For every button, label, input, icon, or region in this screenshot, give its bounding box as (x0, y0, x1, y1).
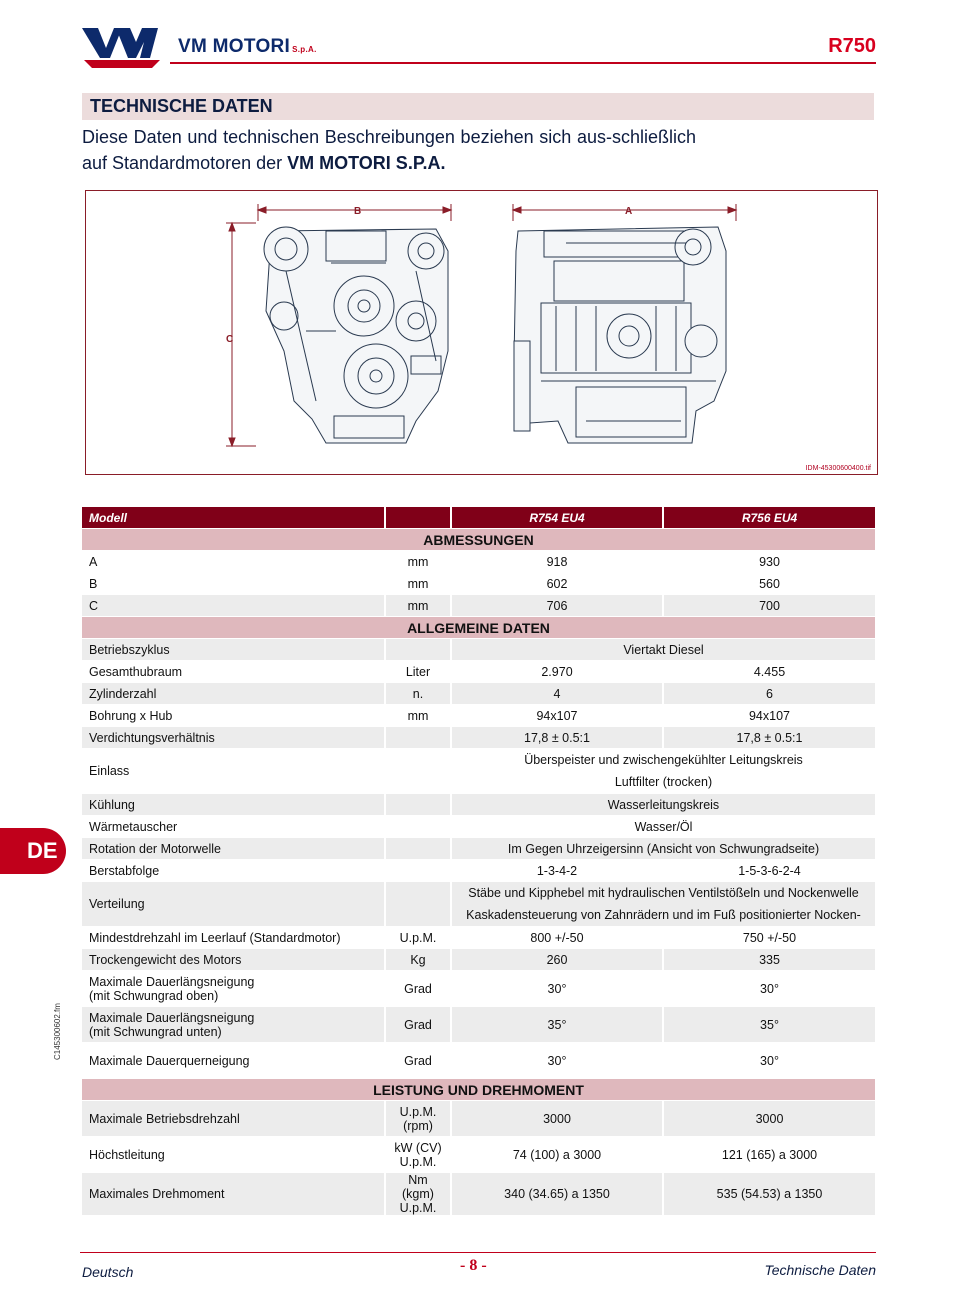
page-header (80, 22, 876, 64)
row-label: Gesamthubraum (82, 661, 386, 683)
row-unit: mm (386, 551, 452, 573)
table-row (82, 595, 877, 617)
row-value-r756: 94x107 (664, 705, 877, 727)
table-row (82, 927, 877, 949)
table-row (82, 1137, 877, 1173)
row-label: Einlass (82, 749, 386, 794)
row-label-line-1: Maximale Dauerlängsneigung (89, 974, 255, 989)
dim-label-a: A (625, 206, 633, 217)
row-value-r756: 35° (664, 1007, 877, 1043)
row-value-r756: 3000 (664, 1101, 877, 1137)
row-value-r756: 750 +/-50 (664, 927, 877, 949)
verteilung-line-2: Kaskadensteuerung von Zahnrädern und im Fuß positionierter Nocken- (466, 908, 861, 922)
header-divider (170, 62, 876, 64)
row-unit (386, 794, 452, 816)
row-value-r754: 1-3-4-2 (452, 860, 664, 882)
row-value-r754: 17,8 ± 0.5:1 (452, 727, 664, 749)
row-unit: mm (386, 595, 452, 617)
row-label-line-2: (mit Schwungrad unten) (89, 1024, 222, 1039)
row-value-shared: Wasser/Öl (452, 816, 877, 838)
intro-text (82, 124, 696, 176)
section-leistung: LEISTUNG UND DREHMOMENT (82, 1079, 877, 1101)
table-row (82, 705, 877, 727)
table-row (82, 573, 877, 595)
table-row (82, 860, 877, 882)
row-value-r756: 335 (664, 949, 877, 971)
row-label: Verteilung (82, 882, 386, 927)
row-unit (386, 727, 452, 749)
row-unit: n. (386, 683, 452, 705)
table-row (82, 661, 877, 683)
row-unit (386, 1137, 452, 1173)
row-unit: mm (386, 705, 452, 727)
header-r756: R756 EU4 (664, 507, 877, 529)
footer-section: Technische Daten (764, 1262, 876, 1278)
row-label-line-1: Maximale Dauerlängsneigung (89, 1010, 255, 1025)
row-value-r754: 3000 (452, 1101, 664, 1137)
row-label: A (82, 551, 386, 573)
row-unit (386, 1101, 452, 1137)
row-value-r756: 17,8 ± 0.5:1 (664, 727, 877, 749)
section-row (82, 529, 877, 551)
brand-suffix: S.p.A. (292, 45, 317, 54)
vm-logo-icon (80, 26, 164, 68)
table-row (82, 816, 877, 838)
row-value-r754: 30° (452, 971, 664, 1007)
row-value-r754: 74 (100) a 3000 (452, 1137, 664, 1173)
row-value-r756: 121 (165) a 3000 (664, 1137, 877, 1173)
row-value-r756: 30° (664, 1043, 877, 1079)
verteilung-line-1: Stäbe und Kipphebel mit hydraulischen Ventilstößeln und Nockenwelle (468, 886, 859, 900)
section-abmessungen: ABMESSUNGEN (82, 529, 877, 551)
footer-divider (80, 1252, 876, 1253)
header-unit (386, 507, 452, 529)
row-value-r756: 30° (664, 971, 877, 1007)
intro-brand: VM MOTORI S.P.A. (287, 153, 446, 173)
row-label: Maximale Betriebsdrehzahl (82, 1101, 386, 1137)
row-unit (386, 749, 452, 794)
row-label: Wärmetauscher (82, 816, 386, 838)
row-unit-line-1: kW (CV) (394, 1140, 442, 1155)
row-value-r754: 800 +/-50 (452, 927, 664, 949)
row-label (82, 1007, 386, 1043)
row-value-r756: 4.455 (664, 661, 877, 683)
row-label: Rotation der Motorwelle (82, 838, 386, 860)
row-label: Trockengewicht des Motors (82, 949, 386, 971)
row-unit (386, 860, 452, 882)
language-tab: DE (0, 828, 66, 874)
table-row (82, 1043, 877, 1079)
row-label: Betriebszyklus (82, 639, 386, 661)
table-row (82, 838, 877, 860)
row-label (82, 971, 386, 1007)
table-row (82, 749, 877, 794)
table-row (82, 639, 877, 661)
row-value-r754: 706 (452, 595, 664, 617)
table-row (82, 683, 877, 705)
row-value-shared: Im Gegen Uhrzeigersinn (Ansicht von Schwungradseite) (452, 838, 877, 860)
row-label: B (82, 573, 386, 595)
row-unit: U.p.M. (386, 927, 452, 949)
row-label-line-2: (mit Schwungrad oben) (89, 988, 219, 1003)
row-value-r754: 918 (452, 551, 664, 573)
row-unit-line-2: U.p.M. (399, 1154, 437, 1169)
spec-table (82, 507, 877, 1216)
row-unit: Kg (386, 949, 452, 971)
section-allgemeine: ALLGEMEINE DATEN (82, 617, 877, 639)
engine-drawing (86, 191, 877, 474)
table-row (82, 1173, 877, 1216)
row-value-r754: 2.970 (452, 661, 664, 683)
row-value-r756: 535 (54.53) a 1350 (664, 1173, 877, 1216)
row-unit-line-2: (rpm) (403, 1118, 433, 1133)
dim-label-c: C (226, 334, 234, 345)
section-row (82, 617, 877, 639)
row-value-r754: 4 (452, 683, 664, 705)
row-unit (386, 838, 452, 860)
table-row (82, 1101, 877, 1137)
page-number: - 8 - (460, 1257, 487, 1274)
row-label: Maximales Drehmoment (82, 1173, 386, 1216)
row-unit: Grad (386, 1007, 452, 1043)
row-unit (386, 816, 452, 838)
row-value-r754: 602 (452, 573, 664, 595)
row-unit-line-1: U.p.M. (399, 1104, 437, 1119)
figure-reference: IDM-45300600400.tif (805, 465, 871, 472)
table-row (82, 727, 877, 749)
row-label: Bohrung x Hub (82, 705, 386, 727)
row-value-r754: 35° (452, 1007, 664, 1043)
document-code: C145300602.fm (53, 1003, 62, 1060)
row-unit (386, 1173, 452, 1216)
row-value-shared (452, 749, 877, 794)
table-row (82, 882, 877, 927)
header-r754: R754 EU4 (452, 507, 664, 529)
einlass-line-1: Überspeister und zwischengekühlter Leitungskreis (524, 753, 803, 767)
row-label: Mindestdrehzahl im Leerlauf (Standardmotor) (82, 927, 386, 949)
row-value-r756: 560 (664, 573, 877, 595)
table-row (82, 1007, 877, 1043)
row-value-r756: 6 (664, 683, 877, 705)
row-unit: Grad (386, 971, 452, 1007)
table-row (82, 949, 877, 971)
row-label: Berstabfolge (82, 860, 386, 882)
header-model: Modell (82, 507, 386, 529)
row-label: C (82, 595, 386, 617)
row-label: Kühlung (82, 794, 386, 816)
row-value-r754: 94x107 (452, 705, 664, 727)
row-value-r756: 700 (664, 595, 877, 617)
brand-name (178, 36, 317, 58)
row-value-shared: Wasserleitungskreis (452, 794, 877, 816)
brand-main: VM MOTORI (178, 36, 291, 57)
row-unit: Grad (386, 1043, 452, 1079)
engine-side-view (514, 227, 726, 443)
row-unit: mm (386, 573, 452, 595)
table-header-row (82, 507, 877, 529)
row-unit-line-1: Nm (kgm) (402, 1173, 434, 1201)
row-value-shared: Viertakt Diesel (452, 639, 877, 661)
engine-front-view (264, 227, 448, 443)
row-value-shared (452, 882, 877, 927)
section-row (82, 1079, 877, 1101)
row-value-r754: 260 (452, 949, 664, 971)
row-label: Zylinderzahl (82, 683, 386, 705)
table-row (82, 794, 877, 816)
model-title: R750 (828, 35, 876, 57)
row-unit: Liter (386, 661, 452, 683)
row-unit-line-2: U.p.M. (399, 1201, 437, 1215)
row-value-r754: 30° (452, 1043, 664, 1079)
row-label: Maximale Dauerquerneigung (82, 1043, 386, 1079)
intro-body: Diese Daten und technischen Beschreibungen beziehen sich aus-schließlich auf Standardmotoren der (82, 127, 696, 173)
footer-language: Deutsch (82, 1264, 134, 1280)
row-value-r756: 1-5-3-6-2-4 (664, 860, 877, 882)
section-title: TECHNISCHE DATEN (82, 93, 874, 120)
row-value-r756: 930 (664, 551, 877, 573)
engine-figure (85, 190, 878, 475)
table-row (82, 971, 877, 1007)
row-value-r754: 340 (34.65) a 1350 (452, 1173, 664, 1216)
row-unit (386, 639, 452, 661)
row-label: Höchstleitung (82, 1137, 386, 1173)
row-label: Verdichtungsverhältnis (82, 727, 386, 749)
einlass-line-2: Luftfilter (trocken) (614, 775, 713, 789)
dim-label-b: B (354, 206, 362, 217)
table-row (82, 551, 877, 573)
row-unit (386, 882, 452, 927)
